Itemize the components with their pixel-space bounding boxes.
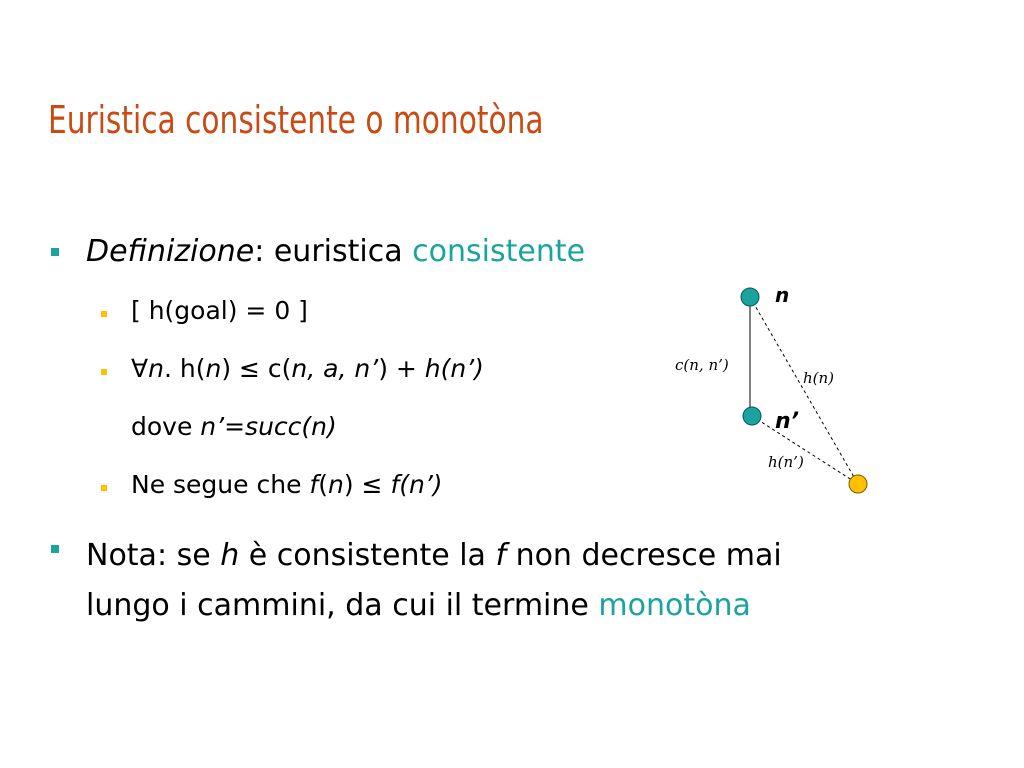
sub-bullet-goal: [ h(goal) = 0 ] xyxy=(131,296,308,325)
text-fragment: = xyxy=(224,412,246,441)
bullet-marker xyxy=(51,248,59,256)
edge-n-goal xyxy=(750,297,858,484)
forall-symbol: ∀ xyxy=(131,354,149,383)
text-fragment: , a, xyxy=(307,354,355,383)
label-edge-hn: h(n) xyxy=(803,369,835,387)
note-highlight: monotòna xyxy=(598,588,751,623)
text-fragment: dove xyxy=(131,412,201,441)
node-goal xyxy=(849,475,867,493)
node-n-prime xyxy=(743,407,761,425)
bullet-marker xyxy=(51,545,59,553)
sub-bullet-marker xyxy=(101,369,107,375)
text-fragment: ( xyxy=(318,470,328,499)
sub-bullet-continuation xyxy=(131,412,337,441)
sub-bullet-consistency xyxy=(131,354,484,383)
edge-nprime-goal xyxy=(752,416,858,484)
definition-text: : euristica xyxy=(254,234,413,269)
sub-bullet-marker xyxy=(101,311,107,317)
label-edge-hnp: h(n’) xyxy=(768,453,804,471)
f-symbol: f xyxy=(309,470,319,499)
f-symbol: f xyxy=(390,470,400,499)
var-n-prime: n’ xyxy=(200,412,225,441)
h-n-prime: h(n’) xyxy=(424,354,484,383)
var-n: n xyxy=(291,354,308,383)
text-fragment: ) ≤ xyxy=(343,470,391,499)
bullet-note xyxy=(86,531,782,631)
label-edge-c: c(n, n’) xyxy=(675,356,729,374)
node-n xyxy=(741,288,759,306)
definition-highlight: consistente xyxy=(412,234,586,269)
var-n: n xyxy=(205,354,222,383)
sub-bullet-consequence xyxy=(131,470,443,499)
note-line-2: lungo i cammini, da cui il termine monotòna xyxy=(86,588,751,623)
label-node-n-prime: n’ xyxy=(775,409,800,434)
var-n-prime: (n’) xyxy=(399,470,443,499)
text-fragment: . h( xyxy=(163,354,206,383)
text-fragment: ) ≤ c( xyxy=(221,354,292,383)
succ-n: succ(n) xyxy=(245,412,337,441)
var-n: n xyxy=(148,354,164,383)
bullet-definition xyxy=(86,234,585,269)
text-fragment: Ne segue che xyxy=(131,470,310,499)
label-node-n: n xyxy=(775,283,790,307)
sub-bullet-marker xyxy=(101,485,107,491)
var-n-prime: n’ xyxy=(354,354,379,383)
slide-title: Euristica consistente o monotòna xyxy=(48,98,544,142)
note-line-1: Nota: se h è consistente la f non decresce mai xyxy=(86,538,782,573)
consistency-diagram xyxy=(660,270,880,510)
var-n: n xyxy=(327,470,344,499)
definition-label: Definizione xyxy=(86,234,255,269)
text-fragment: ) + xyxy=(378,354,425,383)
